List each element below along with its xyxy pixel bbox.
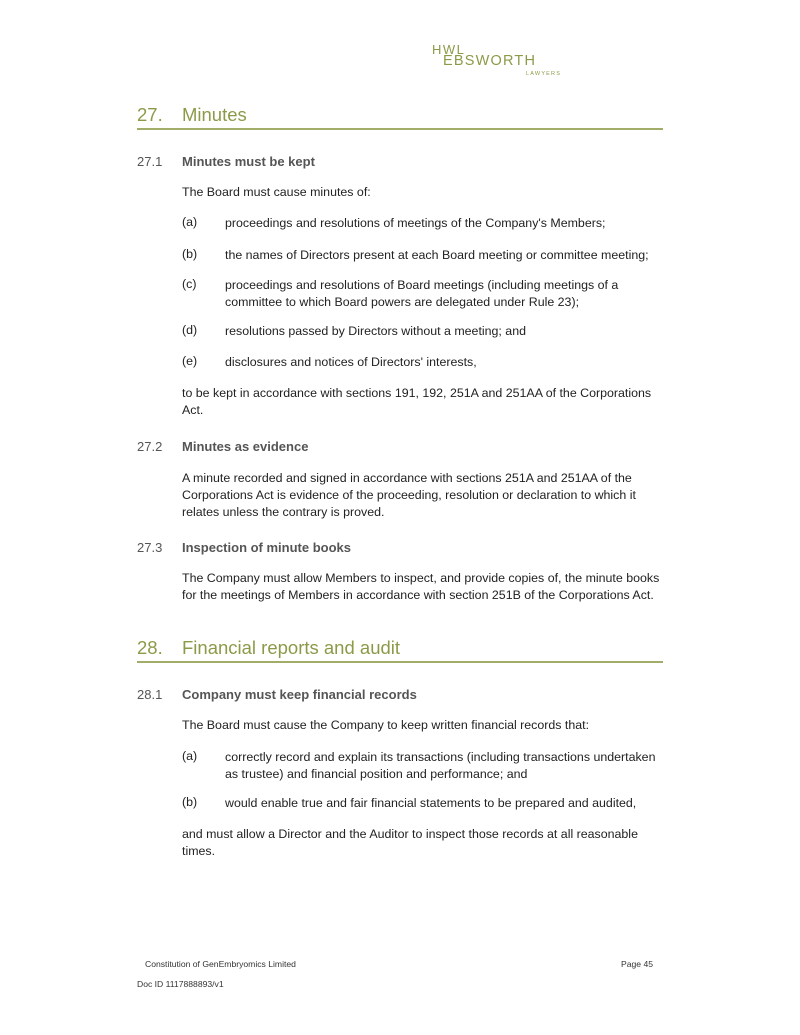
- section-28-title: Financial reports and audit: [182, 637, 401, 658]
- clause-28-1-number: 28.1: [137, 687, 163, 702]
- item-28-1-a-text: correctly record and explain its transactions (including transactions undertaken as trustee) and financial position and performance; and: [225, 750, 656, 781]
- item-27-1-e-label: (e): [182, 354, 198, 368]
- section-28-number: 28.: [137, 637, 163, 658]
- clause-28-1-intro: The Board must cause the Company to keep written financial records that:: [182, 718, 590, 732]
- item-28-1-b-label: (b): [182, 795, 198, 809]
- item-27-1-c-text: proceedings and resolutions of Board meetings (including meetings of a committee to which Board powers are delegated under Rule 23);: [225, 278, 619, 309]
- clause-27-1-title: Minutes must be kept: [182, 154, 315, 169]
- section-27-rule: [137, 128, 663, 130]
- section-27-number: 27.: [137, 104, 163, 125]
- clause-27-2-text: A minute recorded and signed in accordance with sections 251A and 251AA of the Corporations Act is evidence of the proceeding, resolution or declaration to which it relates unless the contrary is proved.: [182, 471, 636, 519]
- section-28-rule: [137, 661, 663, 663]
- clause-27-2-title: Minutes as evidence: [182, 439, 309, 454]
- clause-28-1-closing: and must allow a Director and the Auditor to inspect those records at all reasonable times.: [182, 827, 638, 858]
- item-27-1-d-text: resolutions passed by Directors without a meeting; and: [225, 324, 526, 338]
- item-27-1-c-label: (c): [182, 277, 197, 291]
- item-27-1-b-label: (b): [182, 247, 198, 261]
- clause-27-2-number: 27.2: [137, 439, 163, 454]
- clause-27-1-closing: to be kept in accordance with sections 191, 192, 251A and 251AA of the Corporations Act.: [182, 386, 652, 417]
- item-27-1-e-text: disclosures and notices of Directors' interests,: [225, 355, 477, 369]
- clause-27-3-text: The Company must allow Members to inspect, and provide copies of, the minute books for the meetings of Members in accordance with section 251B of the Corporations Act.: [182, 571, 660, 602]
- footer-page-number: Page 45: [621, 959, 654, 969]
- clause-27-1-intro: The Board must cause minutes of:: [182, 185, 371, 199]
- footer-doc-id: Doc ID 1117888893/v1: [137, 979, 224, 989]
- clause-28-1-title: Company must keep financial records: [182, 687, 417, 702]
- item-27-1-a-text: proceedings and resolutions of meetings of the Company's Members;: [225, 216, 606, 230]
- item-27-1-d-label: (d): [182, 323, 198, 337]
- clause-27-1-number: 27.1: [137, 154, 163, 169]
- item-28-1-b-text: would enable true and fair financial statements to be prepared and audited,: [225, 796, 637, 810]
- clause-27-3-number: 27.3: [137, 540, 163, 555]
- logo-ebsworth: EBSWORTH: [443, 53, 537, 69]
- item-28-1-a-label: (a): [182, 749, 198, 763]
- logo-hwl: HWL: [432, 42, 466, 57]
- section-27-title: Minutes: [182, 104, 247, 125]
- item-27-1-b-text: the names of Directors present at each Board meeting or committee meeting;: [225, 248, 649, 262]
- footer-doc-title: Constitution of GenEmbryomics Limited: [145, 959, 296, 969]
- firm-logo: [432, 42, 562, 82]
- clause-27-3-title: Inspection of minute books: [182, 540, 352, 555]
- logo-lawyers: LAWYERS: [526, 71, 562, 77]
- item-27-1-a-label: (a): [182, 215, 198, 229]
